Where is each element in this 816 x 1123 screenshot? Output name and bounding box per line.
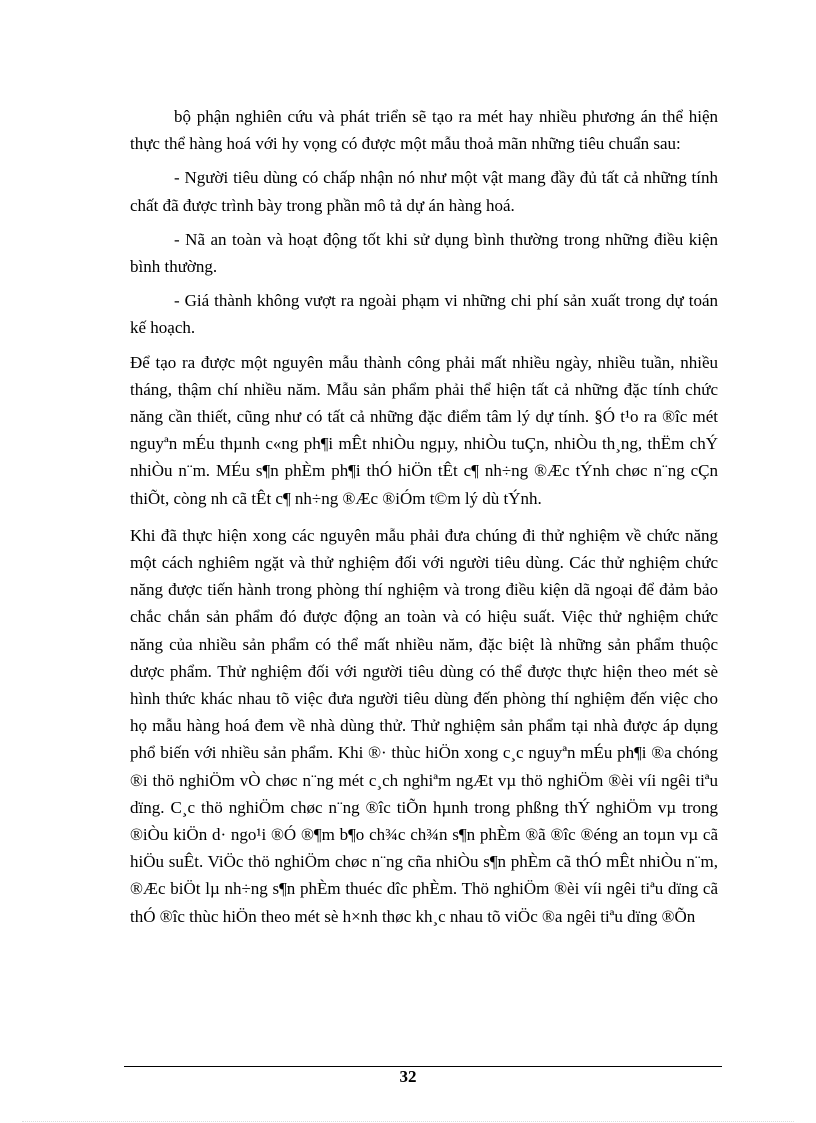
paragraph-intro: bộ phận nghiên cứu và phát triển sẽ tạo ra mét hay nhiều phương án thể hiện thực thể hàng hoá với hy vọng có được một mẫu thoả mãn những tiêu chuẩn sau: — [130, 107, 718, 154]
paragraph-prototype: Để tạo ra được một nguyên mẫu thành công phải mất nhiều ngày, nhiều tuần, nhiều tháng, thậm chí nhiều năm. Mẫu sản phẩm phải thể hiện tất cả những đặc tính chức năng cần thiết, cũng như có tất cả những đặc điểm tâm lý dự tính. §Ó t¹o ra ®îc mét nguyªn mÉu thµnh c«ng ph¶i mÊt nhiÒu ngµy, nhiÒu tuÇn, nhiÒu th¸ng, thËm chÝ nhiÒu n¨m. MÉu s¶n phÈm ph¶i thÓ hiÖn tÊt c¶ nh÷ng ®Æc tÝnh chøc n¨ng cÇn thiÕt, còng nh cã tÊt c¶ nh÷ng ®Æc ®iÓm t©m lý dù tÝnh. — [130, 352, 718, 508]
body-text — [130, 103, 718, 930]
paragraph-testing: Khi đã thực hiện xong các nguyên mẫu phải đưa chúng đi thử nghiệm về chức năng một cách nghiêm ngặt và thử nghiệm đối với người tiêu dùng. Các thử nghiệm chức năng được tiến hành trong phòng thí nghiệm và trong điều kiện dã ngoại để đảm bảo chắc chắn sản phẩm đó được động an toàn và có hiệu suất. Việc thử nghiệm chức năng của nhiều sản phẩm có thể mất nhiều năm, đặc biệt là những sản phẩm thuộc dược phẩm. Thử nghiệm đối với người tiêu dùng có thể được thực hiện theo mét sè hình thức khác nhau tõ việc đưa người tiêu dùng đến phòng thí nghiệm đến việc cho họ mẫu hàng hoá đem về nhà dùng thử. Thử nghiệm sản phẩm tại nhà được áp dụng phổ biến với nhiều sản phẩm. Khi ®· thùc hiÖn xong c¸c nguyªn mÉu ph¶i ®a chóng ®i thö nghiÖm vÒ chøc n¨ng mét c¸ch nghiªm ngÆt vµ thö nghiÖm ®èi víi ngêi tiªu dïng. C¸c thö nghiÖm chøc n¨ng ®îc tiÕn hµnh trong phßng thÝ nghiÖm vµ trong ®iÒu kiÖn d· ngo¹i ®Ó ®¶m b¶o ch¾c ch¾n s¶n phÈm ®ã ®îc ®éng an toµn vµ cã hiÖu suÊt. ViÖc thö nghiÖm chøc n¨ng cña nhiÒu s¶n phÈm cã thÓ mÊt nhiÒu n¨m, ®Æc biÖt lµ nh÷ng s¶n phÈm thuéc dîc phÈm. Thö nghiÖm ®èi víi ngêi tiªu dïng cã thÓ ®îc thùc hiÖn theo mét sè h×nh thøc kh¸c nhau tõ viÖc ®a ngêi tiªu dïng ®Õn — [130, 525, 718, 926]
criteria-item-consumer-acceptance: - Người tiêu dùng có chấp nhận nó như một vật mang đầy đủ tất cả những tính chất đã được trình bày trong phần mô tả dự án hàng hoá. — [130, 168, 718, 215]
page-number: 32 — [399, 1067, 417, 1086]
criteria-item-cost: - Giá thành không vượt ra ngoài phạm vi những chi phí sản xuất trong dự toán kế hoạch. — [130, 291, 718, 338]
page-bottom-border — [22, 1121, 794, 1122]
criteria-item-safety: - Nã an toàn và hoạt động tốt khi sử dụng bình thường trong những điều kiện bình thường. — [130, 229, 718, 277]
